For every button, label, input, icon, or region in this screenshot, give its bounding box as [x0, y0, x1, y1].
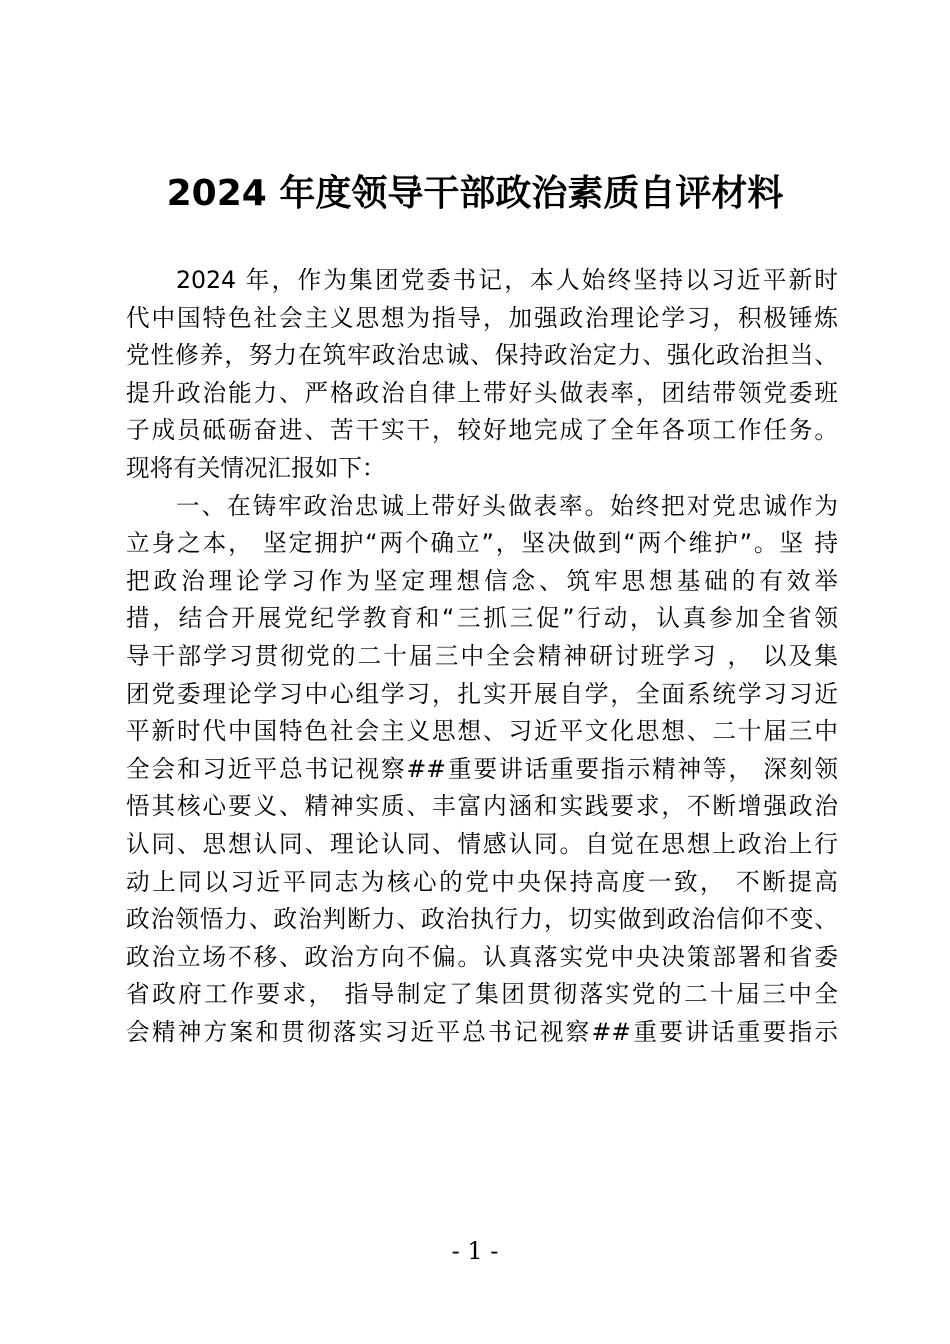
- document-body: [126, 262, 838, 1051]
- text-line: 子成员砥砺奋进、苦干实干，较好地完成了全年各项工作任务。: [126, 416, 838, 445]
- text-line: 一、在铸牢政治忠诚上带好头做表率。始终把对党忠诚作为: [176, 491, 838, 520]
- paragraph-2: [126, 488, 838, 1052]
- text-line: 2024 年，作为集团党委书记，本人始终坚持以习近平新时: [176, 266, 838, 294]
- text-line: 政治领悟力、政治判断力、政治执行力，切实做到政治信仰不变、: [126, 905, 838, 934]
- text-line: 导干部学习贯彻党的二十届三中全会精神研讨班学习 ， 以及集: [126, 641, 838, 670]
- page-number: - 1 -: [451, 1237, 499, 1265]
- text-line: 认同、思想认同、理论认同、情感认同。自觉在思想上政治上行: [126, 829, 838, 858]
- text-line: 党性修养，努力在筑牢政治忠诚、保持政治定力、强化政治担当、: [126, 341, 838, 370]
- text-line: 把政治理论学习作为坚定理想信念、筑牢思想基础的有效举: [126, 566, 838, 595]
- text-line: 平新时代中国特色社会主义思想、习近平文化思想、二十届三中: [126, 717, 838, 746]
- text-line: 措，结合开展党纪学教育和“三抓三促”行动，认真参加全省领: [126, 604, 838, 633]
- text-line: 动上同以习近平同志为核心的党中央保持高度一致， 不断提高: [126, 867, 838, 896]
- text-line: 提升政治能力、严格政治自律上带好头做表率，团结带领党委班: [126, 378, 838, 407]
- text-line: 省政府工作要求， 指导制定了集团贯彻落实党的二十届三中全: [126, 980, 838, 1009]
- text-line: 代中国特色社会主义思想为指导，加强政治理论学习，积极锤炼: [126, 303, 838, 332]
- text-line: 全会和习近平总书记视察##重要讲话重要指示精神等， 深刻领: [126, 754, 838, 783]
- text-line: 政治立场不移、政治方向不偏。认真落实党中央决策部署和省委: [126, 942, 838, 971]
- text-line: 会精神方案和贯彻落实习近平总书记视察##重要讲话重要指示: [126, 1017, 838, 1046]
- text-line: 悟其核心要义、精神实质、丰富内涵和实践要求，不断增强政治: [126, 792, 838, 821]
- text-line: 现将有关情况汇报如下：: [126, 453, 386, 482]
- paragraph-1: [126, 262, 838, 488]
- text-line: 立身之本， 坚定拥护“两个确立”，坚决做到“两个维护”。坚 持: [126, 529, 838, 558]
- text-line: 团党委理论学习中心组学习，扎实开展自学，全面系统学习习近: [126, 679, 838, 708]
- document-title: 2024 年度领导干部政治素质自评材料: [166, 173, 784, 214]
